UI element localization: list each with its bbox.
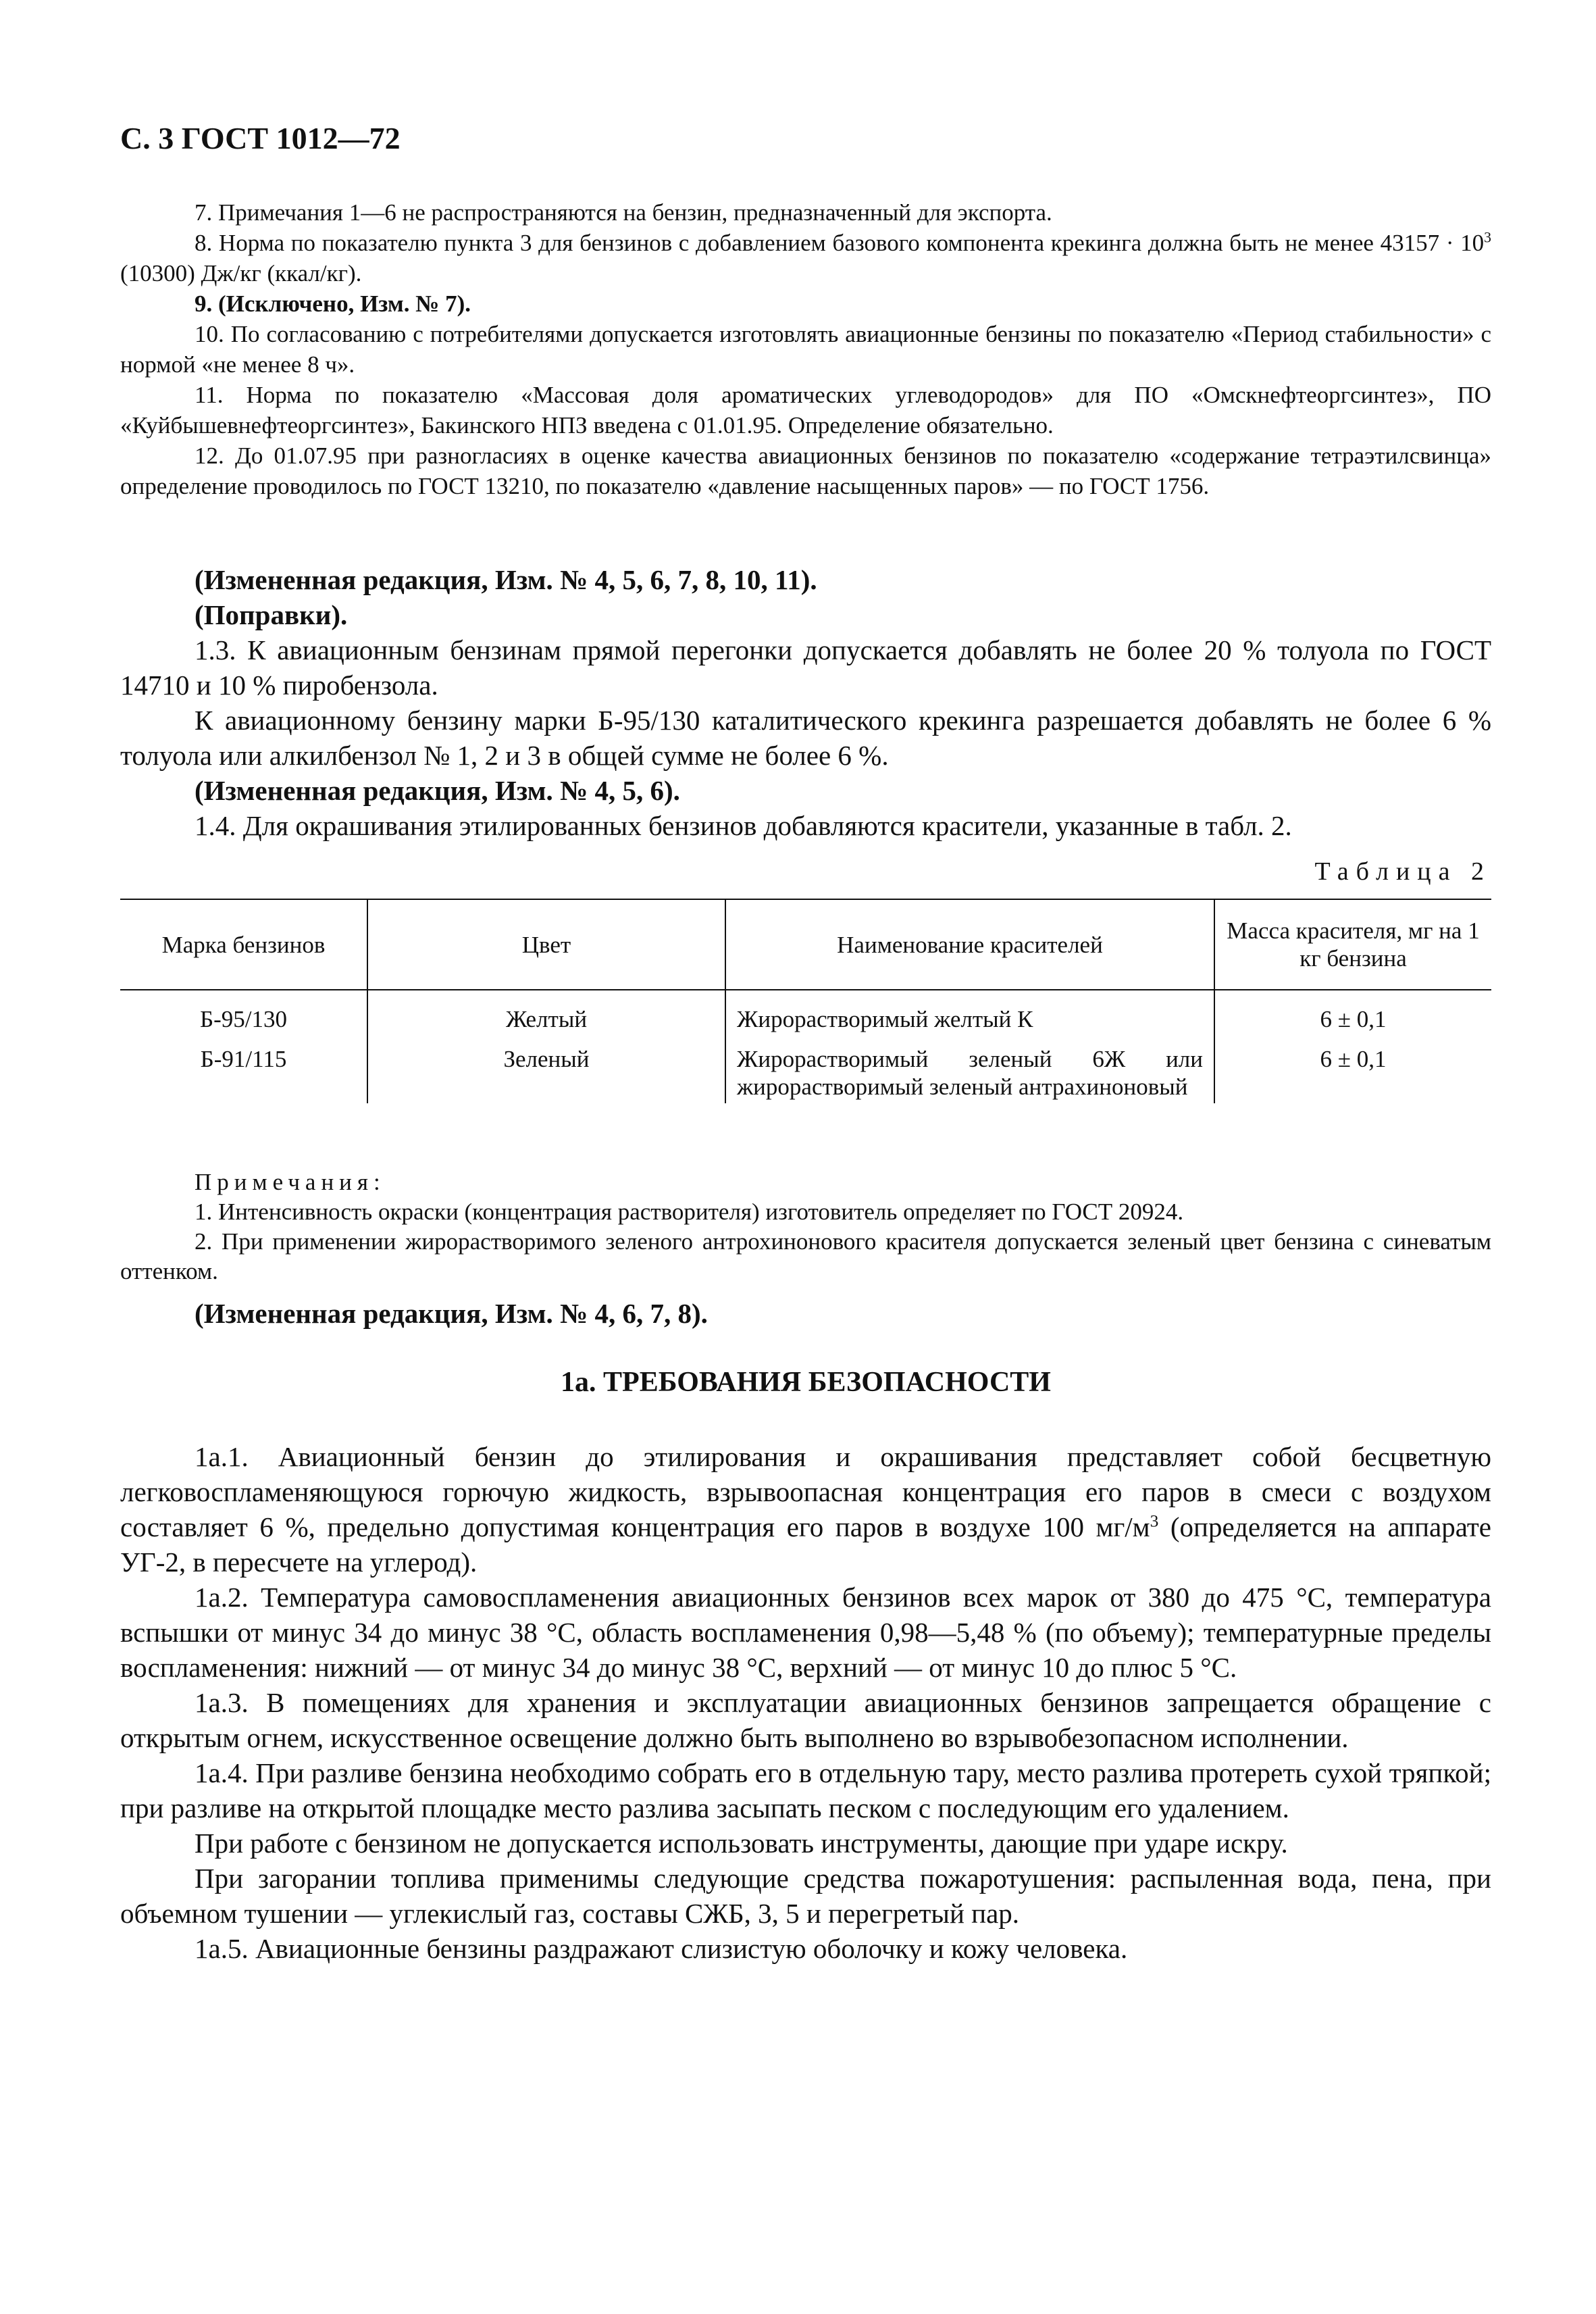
- section-title: 1а. ТРЕБОВАНИЯ БЕЗОПАСНОСТИ: [561, 1367, 1051, 1398]
- clause-1-3: 1.3. К авиационным бензинам прямой перегонки допускается добавлять не более 20 % толуола по ГОСТ 14710 и 10 % пиробензола.: [120, 634, 1491, 701]
- col-header-grade: Марка бензинов: [120, 899, 367, 990]
- cell-dye-mass: 6 ± 0,1: [1214, 990, 1491, 1036]
- edit-note-1: (Измененная редакция, Изм. № 4, 5, 6, 7, 8, 10, 11).: [195, 564, 817, 595]
- table-header-row: [120, 899, 1491, 990]
- dye-table: [120, 899, 1491, 1103]
- edit-note-b: (Измененная редакция, Изм. № 4, 5, 6).: [195, 775, 680, 806]
- note-7: 7. Примечания 1—6 не распространяются на бензин, предназначенный для экспорта.: [195, 199, 1052, 226]
- cell-dye-name: Жирорастворимый желтый К: [725, 990, 1214, 1036]
- cell-color: Зеленый: [367, 1036, 725, 1103]
- cell-grade: Б-95/130: [200, 1006, 287, 1032]
- clause-1a-2: 1а.2. Температура самовоспламенения авиационных бензинов всех марок от 380 до 475 °С, температура вспышки от минус 34 до минус 38 °С, область воспламенения 0,98—5,48 % (по объему); температурные пределы воспламенения: нижний — от минус 34 до минус 38 °С, верхний — от минус 10 до плюс 5 °С.: [120, 1582, 1491, 1683]
- col-header-color: Цвет: [367, 899, 725, 990]
- clause-1-3-b: К авиационному бензину марки Б-95/130 каталитического крекинга разрешается добавлять не более 6 % толуола или алкилбензол № 1, 2 и 3 в общей сумме не более 6 %.: [120, 705, 1491, 771]
- corrections-note: (Поправки).: [195, 599, 348, 630]
- notes-heading: Примечания:: [195, 1169, 386, 1195]
- table-row: [120, 990, 1491, 1036]
- col-header-dye-mass: Масса красителя, мг на 1 кг бензина: [1214, 899, 1491, 990]
- clause-1a-4-b: При работе с бензином не допускается использовать инструменты, дающие при ударе искру.: [195, 1828, 1288, 1859]
- notes-top: [120, 197, 1491, 501]
- table-notes: [120, 1167, 1491, 1286]
- table-note-2: 2. При применении жирорастворимого зеленого антрохинонового красителя допускается зеленый цвет бензина с синеватым оттенком.: [120, 1228, 1491, 1284]
- table-row: [120, 1036, 1491, 1103]
- cell-dye-name: Жирорастворимый зеленый 6Ж или жирорастворимый зеленый антрахиноновый: [725, 1036, 1214, 1103]
- clause-1a-4-c: При загорании топлива применимы следующие средства пожаротушения: распыленная вода, пена, при объемном тушении — углекислый газ, составы СЖБ, 3, 5 и перегретый пар.: [120, 1863, 1491, 1929]
- table-caption: Таблица 2: [1314, 857, 1491, 886]
- clause-1a-5: 1а.5. Авиационные бензины раздражают слизистую оболочку и кожу человека.: [195, 1933, 1128, 1964]
- clause-1a-1: 1а.1. Авиационный бензин до этилирования и окрашивания представляет собой бесцветную легковоспламеняющуюся горючую жидкость, взрывоопасная концентрация его паров в смеси с воздухом составляет 6 %, предельно допустимая концентрация его паров в воздухе 100 $мг/м^3$ (определяется на аппарате УГ-2, в пересчете на углерод).: [120, 1441, 1491, 1578]
- table-note-1: 1. Интенсивность окраски (концентрация растворителя) изготовитель определяет по ГОСТ 20924.: [195, 1199, 1184, 1225]
- cell-color: Желтый: [367, 990, 725, 1036]
- edit-note-2: (Измененная редакция, Изм. № 4, 6, 7, 8).: [195, 1298, 708, 1329]
- note-8: 8. Норма по показателю пункта 3 для бензинов с добавлением базового компонента крекинга должна быть не менее $43157 \cdot 10^3$ (10300) Дж/кг (ккал/кг).: [120, 229, 1491, 286]
- col-header-dye-name: Наименование красителей: [725, 899, 1214, 990]
- clause-1-4: 1.4. Для окрашивания этилированных бензинов добавляются красители, указанные в табл. 2.: [195, 810, 1292, 841]
- main-text-1: [120, 562, 1491, 843]
- note-9: 9. (Исключено, Изм. № 7).: [195, 291, 471, 317]
- cell-grade: Б-91/115: [200, 1046, 287, 1072]
- page-header: С. 3 ГОСТ 1012—72: [120, 121, 401, 155]
- clause-1a-3: 1а.3. В помещениях для хранения и эксплуатации авиационных бензинов запрещается обращение с открытым огнем, искусственное освещение должно быть выполнено во взрывобезопасном исполнении.: [120, 1687, 1491, 1753]
- note-12: 12. До 01.07.95 при разногласиях в оценке качества авиационных бензинов по показателю «содержание тетраэтилсвинца» определение проводилось по ГОСТ 13210, по показателю «давление насыщенных паров» — по ГОСТ 1756.: [120, 443, 1491, 499]
- note-11: 11. Норма по показателю «Массовая доля ароматических углеводородов» для ПО «Омскнефтеоргсинтез», ПО «Куйбышевнефтеоргсинтез», Бакинского НПЗ введена с 01.01.95. Определение обязательно.: [120, 382, 1491, 438]
- cell-dye-mass: 6 ± 0,1: [1214, 1036, 1491, 1103]
- clause-1a-4: 1а.4. При разливе бензина необходимо собрать его в отдельную тару, место разлива протереть сухой тряпкой; при разливе на открытой площадке место разлива засыпать песком с последующим его удалением.: [120, 1757, 1491, 1823]
- note-10: 10. По согласованию с потребителями допускается изготовлять авиационные бензины по показателю «Период стабильности» с нормой «не менее 8 ч».: [120, 321, 1491, 378]
- safety-text: [120, 1439, 1491, 1966]
